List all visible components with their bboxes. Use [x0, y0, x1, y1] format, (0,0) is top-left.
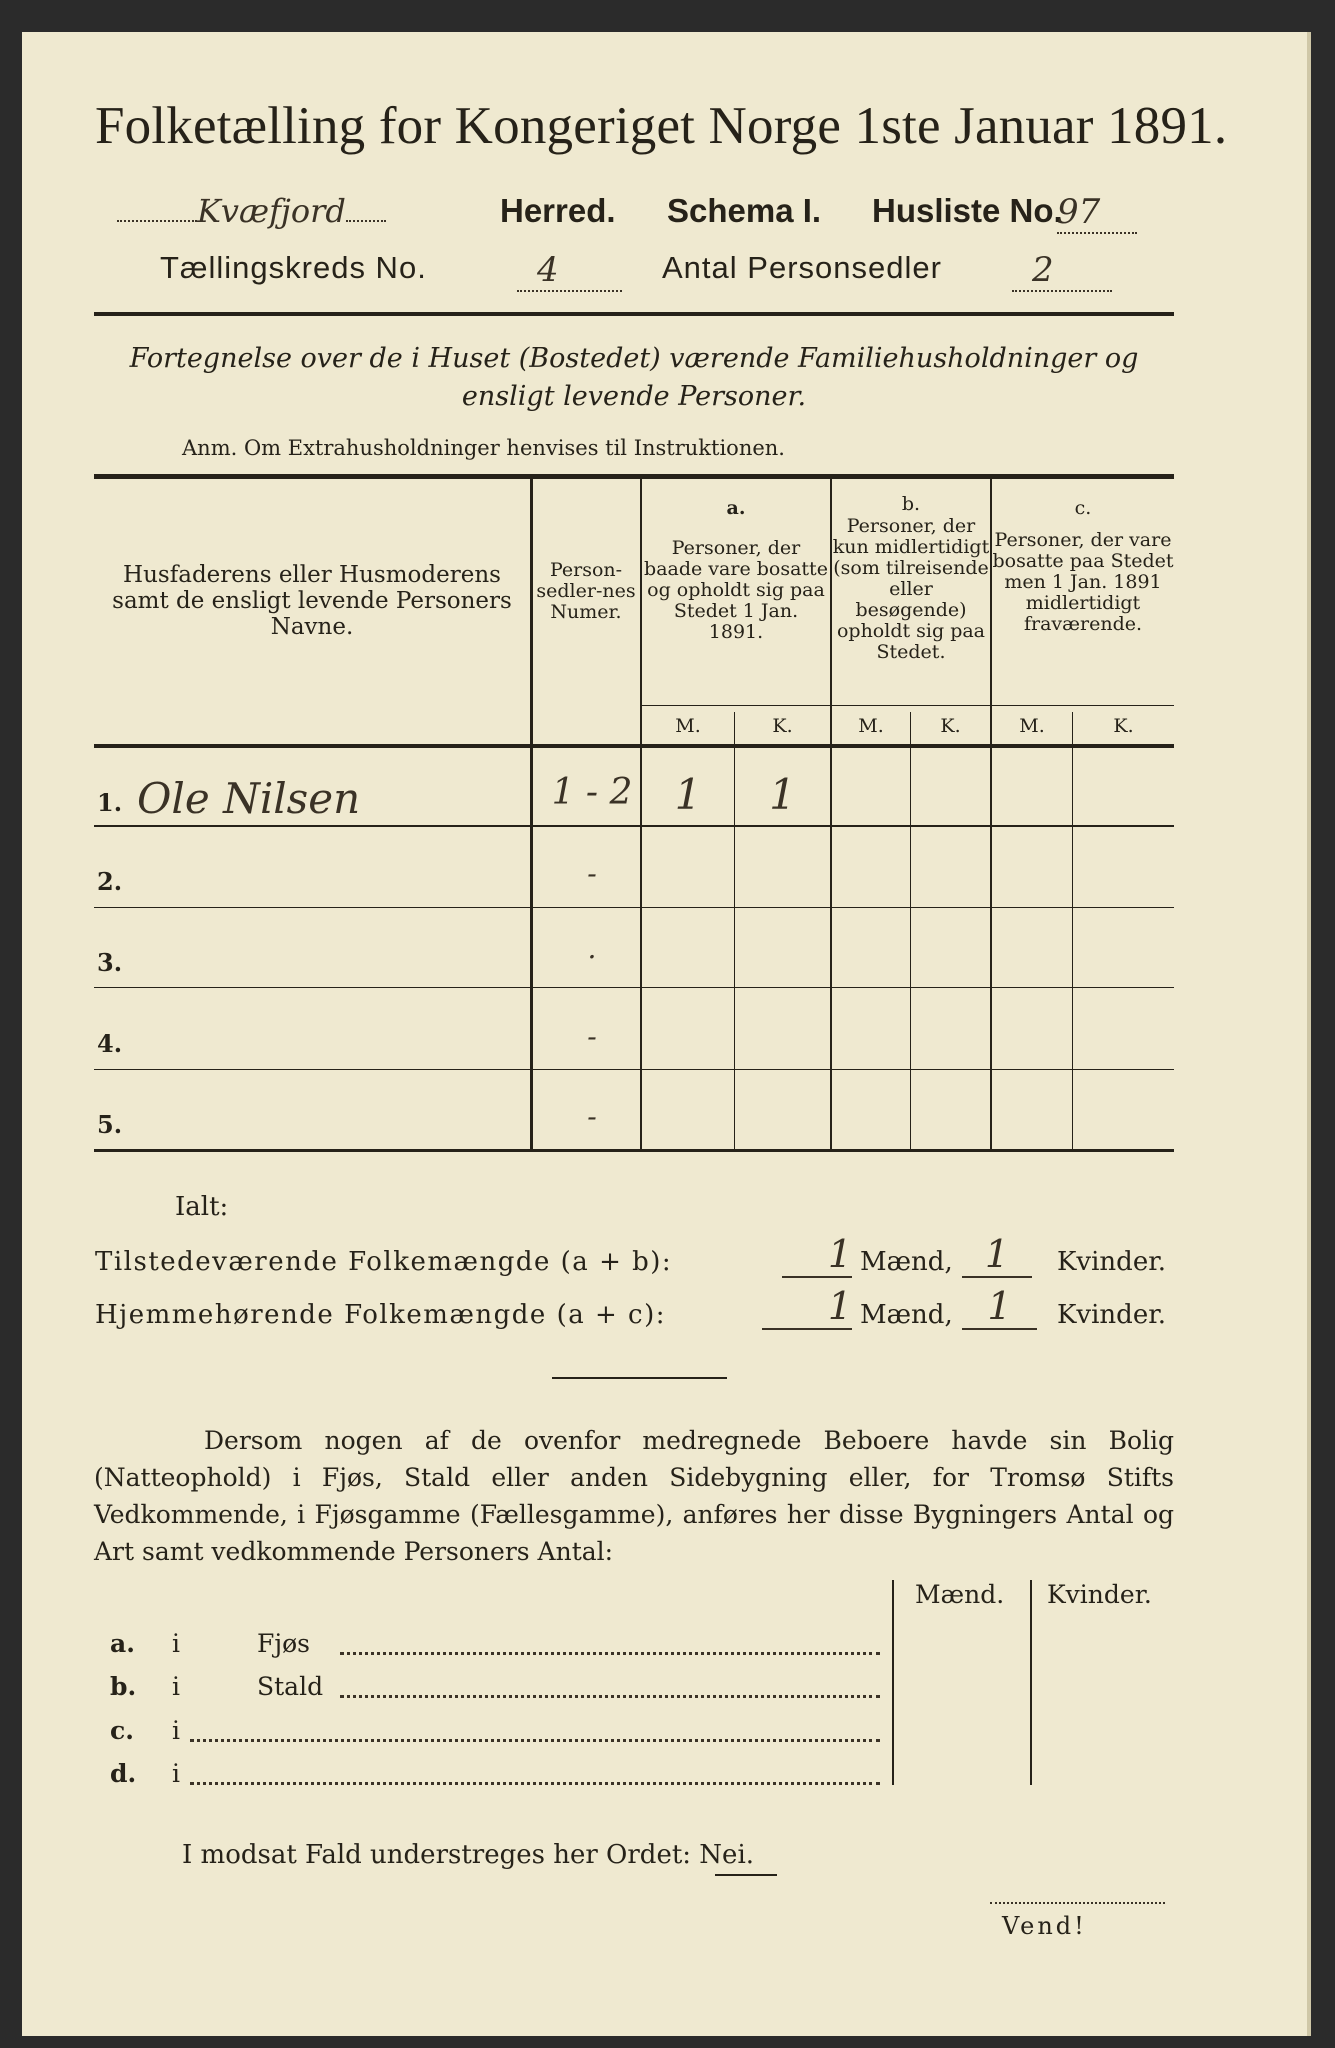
- row-1-a-k: 1: [769, 770, 796, 819]
- tilstede-label: Tilstedeværende Folkemængde (a + b):: [95, 1247, 673, 1277]
- col-header-b: Personer, der kun midlertidigt (som tilreisende eller besøgende) opholdt sig paa Stedet.: [832, 515, 990, 663]
- herred-value: Kvæfjord: [197, 192, 346, 230]
- col-b-k: K.: [940, 715, 961, 737]
- item-a-letter: a.: [110, 1629, 135, 1658]
- row-4-number: 4.: [97, 1029, 123, 1058]
- herred-field: [117, 192, 386, 230]
- row-1-a-m: 1: [674, 770, 702, 819]
- tilstede-m-field: [782, 1232, 852, 1278]
- hjemme-m-field: [762, 1284, 852, 1330]
- personsedler-label: Antal Personsedler: [662, 250, 942, 285]
- col-a-k: K.: [772, 715, 793, 737]
- row-1-sedler: 1 - 2: [551, 772, 633, 813]
- herred-label: Herred.: [500, 192, 616, 229]
- col-b-m: M.: [858, 715, 884, 737]
- intro-text: Fortegnelse over de i Huset (Bostedet) værende Familiehusholdninger og ensligt levende Personer.: [129, 343, 1139, 412]
- item-c-prep: i: [172, 1716, 180, 1745]
- item-c-letter: c.: [110, 1716, 134, 1745]
- hjemme-maend: Mænd,: [860, 1300, 953, 1330]
- tilstede-kvinder: Kvinder.: [1057, 1247, 1167, 1277]
- kreds-value: 4: [537, 250, 560, 290]
- row-3-number: 3.: [97, 948, 123, 977]
- hjemme-m-value: 1: [827, 1284, 852, 1328]
- schema-label: Schema I.: [667, 192, 822, 229]
- kreds-label: Tællingskreds No.: [160, 250, 427, 285]
- kreds-field: [517, 250, 622, 292]
- col-header-c: Personer, der vare bosatte paa Stedet men 1 Jan. 1891 midlertidigt fraværende.: [992, 529, 1174, 635]
- col-maend-header: Mænd.: [915, 1580, 1005, 1609]
- hjemme-label: Hjemmehørende Folkemængde (a + c):: [95, 1300, 666, 1330]
- header-divider: [94, 312, 1174, 316]
- col-c-k: K.: [1113, 715, 1134, 737]
- item-b-letter: b.: [110, 1672, 137, 1701]
- row-5-number: 5.: [97, 1110, 123, 1139]
- row-1-name: Ole Nilsen: [137, 774, 361, 823]
- item-b-label: Stald: [257, 1672, 324, 1701]
- vend-label: Vend!: [1002, 1912, 1087, 1940]
- tilstede-m-value: 1: [827, 1232, 852, 1276]
- hjemme-k-value: 1: [987, 1284, 1012, 1328]
- col-header-name: Husfaderens eller Husmoderens samt de ensligt levende Personers Navne.: [112, 562, 512, 640]
- item-d-prep: i: [172, 1759, 180, 1788]
- item-d-letter: d.: [110, 1759, 137, 1788]
- item-b-prep: i: [172, 1672, 180, 1701]
- row-3-sedler: .: [587, 932, 597, 965]
- row-4-sedler: -: [587, 1020, 597, 1053]
- nei-underline: [715, 1874, 777, 1876]
- ialt-label: Ialt:: [175, 1192, 229, 1222]
- husliste-field: [1057, 192, 1137, 234]
- tilstede-k-field: [962, 1232, 1032, 1278]
- census-form-page: [22, 32, 1311, 2036]
- tilstede-maend: Mænd,: [860, 1247, 953, 1277]
- anm-note: Anm. Om Extrahusholdninger henvises til Instruktionen.: [182, 436, 785, 460]
- table-top-rule: [94, 474, 1174, 479]
- item-a-prep: i: [172, 1629, 180, 1658]
- row-2-number: 2.: [97, 867, 123, 896]
- col-a-letter: a.: [726, 497, 746, 519]
- col-header-num: Person-sedler-nes Numer.: [536, 559, 636, 623]
- item-a-label: Fjøs: [257, 1629, 310, 1658]
- form-title: Folketælling for Kongeriget Norge 1ste Januar 1891.: [95, 97, 1228, 155]
- hjemme-k-field: [962, 1284, 1037, 1330]
- tilstede-k-value: 1: [984, 1232, 1010, 1276]
- row-1-number: 1.: [97, 788, 123, 817]
- bolig-paragraph: Dersom nogen af de ovenfor medregnede Beboere havde sin Bolig (Natteophold) i Fjøs, Stald eller anden Sidebygning eller, for Tromsø Stifts Vedkommende, i Fjøsgamme (Fællesgamme), anføres her disse Bygningers Antal og Art samt vedkommende Personers Antal:: [94, 1426, 1174, 1566]
- col-c-letter: c.: [1074, 497, 1092, 519]
- col-kvinder-header: Kvinder.: [1047, 1580, 1152, 1609]
- modsat-text: I modsat Fald understreges her Ordet: Nei.: [182, 1840, 755, 1870]
- personsedler-field: [1012, 250, 1112, 292]
- hjemme-kvinder: Kvinder.: [1057, 1300, 1167, 1330]
- table-header-rule: [94, 744, 1174, 748]
- col-a-m: M.: [675, 715, 701, 737]
- personsedler-value: 2: [1032, 250, 1055, 290]
- table-bottom-rule: [94, 1149, 1174, 1152]
- row-5-sedler: -: [587, 1100, 597, 1133]
- row-2-sedler: -: [587, 857, 597, 890]
- husliste-label: Husliste No.: [872, 192, 1063, 229]
- col-b-letter: b.: [901, 493, 921, 515]
- col-c-m: M.: [1019, 715, 1045, 737]
- husliste-value: 97: [1057, 192, 1101, 232]
- section-divider: [552, 1377, 727, 1379]
- col-header-a: Personer, der baade vare bosatte og opholdt sig paa Stedet 1 Jan. 1891.: [644, 537, 828, 643]
